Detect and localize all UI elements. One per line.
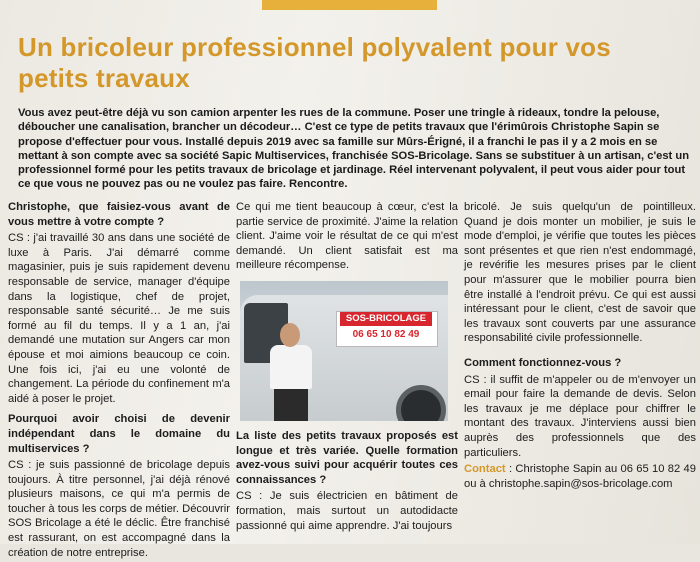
question-1: Christophe, que faisiez-vous avant de vous mettre à votre compte ? (8, 201, 230, 228)
sos-bricolage-logo: SOS-BRICOLAGE (340, 312, 432, 326)
person-legs (274, 387, 308, 421)
question-4: Comment fonctionnez-vous ? (464, 356, 622, 369)
paragraph-service: Ce qui me tient beaucoup à cœur, c'est la partie service de proximité. J'aime la relation client. J'aime voir le résultat de ce qui m'est demandé. Un client satisfait est ma meilleure récompense. (236, 201, 458, 272)
top-color-band (262, 0, 437, 10)
column-1 (8, 200, 230, 562)
answer-1: CS : j'ai travaillé 30 ans dans une société de luxe à Paris. J'ai démarré comme magasinier, puis je suis rapidement devenu responsable de service, manager d'équipe dans la logistique, chef de projet, responsable santé sécurité… Je me suis formé au fil du temps. Il y a 1 an, j'ai demandé une mutation sur Angers car mon épouse et moi aimions beaucoup ce coin. Une fois ici, j'ai eu une volonté de changement. La période du confinement m'a aidé à poser le projet. (8, 232, 230, 405)
van-phone-number: 06 65 10 82 49 (352, 328, 420, 340)
question-3: La liste des petits travaux proposés est longue et très variée. Quelle formation avez-vous suivi pour acquérir toutes ces connaissances ? (236, 429, 458, 486)
answer-4: CS : il suffit de m'appeler ou de m'envoyer un email pour faire la demande de devis. Selon les travaux je me déplace pour chiffrer le montant des travaux. J'interviens aussi bien auprès des professionnels que des particuliers. (464, 373, 696, 459)
contact-line (464, 462, 696, 491)
column-3 (464, 200, 696, 493)
column-2 (236, 200, 458, 535)
paragraph-pointilleux: bricolé. Je suis quelqu'un de pointilleux. Quand je dois monter un mobilier, je suis le mode d'emploi, je vérifie que toutes les pièces sont présentes et que rien n'est endommagé, je revérifie les mesures prises par le client pour m'assurer que le mobilier pourra bien être installé à l'endroit prévu. Ce qui est aussi intéressant pour le client, c'est de savoir que les travaux sont couverts par une assurance responsabilité civile professionnelle. (464, 201, 696, 345)
contact-text: : Christophe Sapin au 06 65 10 82 49 ou à christophe.sapin@sos-bricolage.com (464, 463, 696, 490)
person-head (280, 323, 300, 347)
person-body (270, 345, 312, 389)
article-headline: Un bricoleur professionnel polyvalent pour vos petits travaux (18, 32, 611, 93)
answer-3: CS : Je suis électricien en bâtiment de formation, mais surtout un autodidacte passionné qui aime apprendre. J'ai toujours (236, 490, 458, 532)
photo-christophe-van (240, 281, 448, 421)
contact-label: Contact (464, 463, 506, 476)
article-intro: Vous avez peut-être déjà vu son camion arpenter les rues de la commune. Poser une tringle à rideaux, tondre la pelouse, déboucher une canalisation, brancher un décodeur… C'est ce type de petits travaux que l'érimûrois Christophe Sapin se propose d'effectuer pour vous. Installé depuis 2019 avec sa famille sur Mûrs-Érigné, il a franchi le pas il y a 2 mois en se mettant à son compte avec sa société Sapic Multiservices, franchisée SOS-Bricolage. Sans se substituer à un artisan, c'est un professionnel formé pour les petits travaux de bricolage et jardinage. Réel intervenant polyvalent, il peut vous aider pour tout ce que vous ne pouvez pas ou ne voulez pas faire. Rencontre. (18, 107, 690, 191)
question-2: Pourquoi avoir choisi de devenir indépendant dans le domaine du multiservices ? (8, 413, 230, 455)
answer-2: CS : je suis passionné de bricolage depuis toujours. À titre personnel, j'ai déjà rénové plusieurs maisons, ce qui m'a permis de toucher à tous les corps de métier. Découvrir SOS Bricolage a été le déclic. Être franchisé est rassurant, on est accompagné dans la création de notre entreprise. (8, 459, 230, 559)
